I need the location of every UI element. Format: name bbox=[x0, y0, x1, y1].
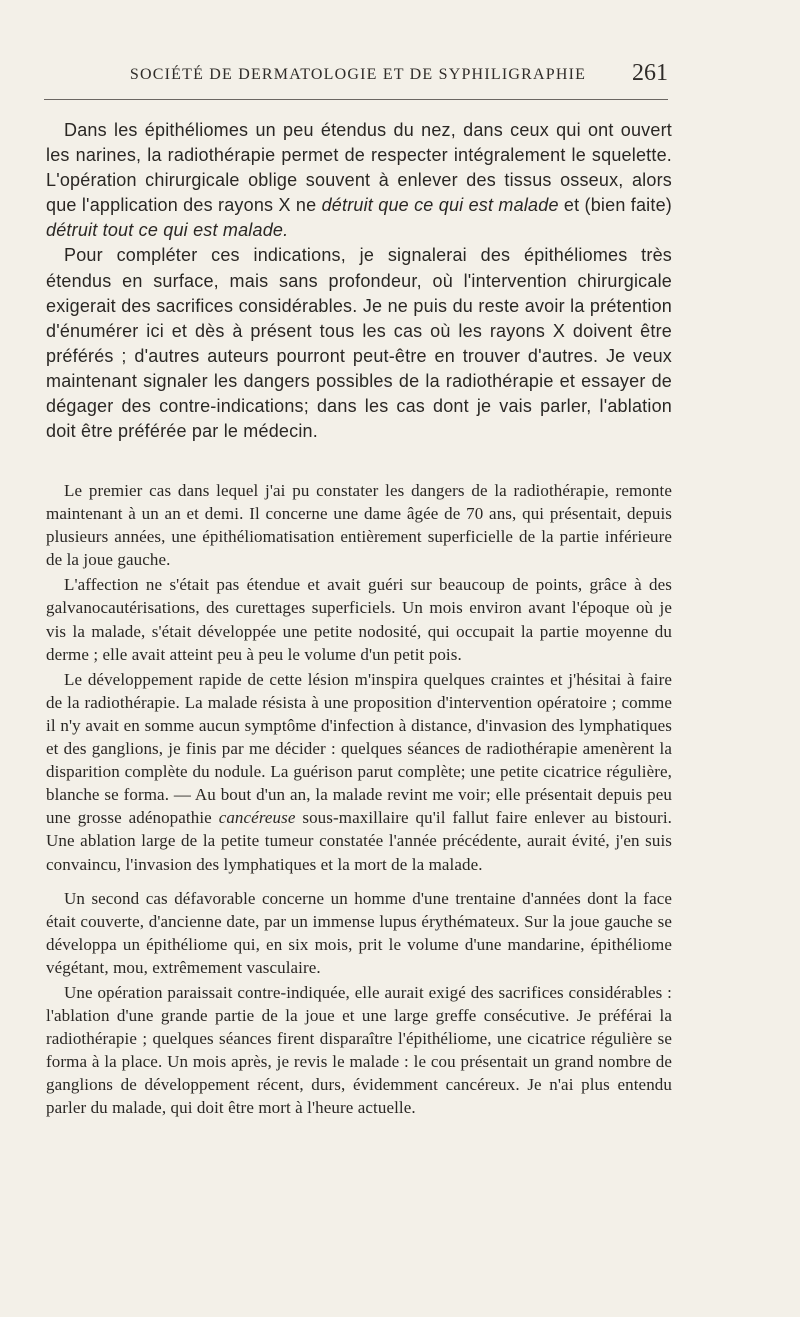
running-header bbox=[44, 60, 672, 90]
paragraph-1 bbox=[46, 118, 672, 243]
header-rule bbox=[44, 99, 668, 100]
paragraph-3: Le premier cas dans lequel j'ai pu constater les dangers de la radiothérapie, remonte maintenant à un an et demi. Il concerne une dame âgée de 70 ans, qui présentait, depuis plusieurs années, une épithéliomatisation entièrement superficielle de la partie inférieure de la joue gauche. bbox=[46, 481, 672, 570]
paragraph-6: Un second cas défavorable concerne un homme d'une trentaine d'années dont la face était couverte, d'ancienne date, par un immense lupus érythémateux. Sur la joue gauche se développa un épithéliome qui, en six mois, prit le volume d'une mandarine, épithéliome végétant, mou, extrêmement vasculaire. bbox=[46, 888, 672, 977]
paragraph-1-text-1: Dans les épithéliomes un peu étendus du nez, dans ceux qui ont ouvert les narines, la radiothérapie permet de respecter intégralement le squelette. L'opération chirurgicale oblige souvent à enlever des tissus osseux, alors que l'application des rayons X ne bbox=[46, 120, 672, 216]
paragraph-5-text-1: Le développement rapide de cette lésion m'inspira quelques craintes et j'hésitai à faire de la radiothérapie. La malade résista à une proposition d'intervention opératoire ; comme il n'y avait en somme aucun symptôme d'infection à distance, d'invasion des lymphatiques et des ganglions, je finis par me décider : quelques séances de radiothérapie amenèrent la disparition complète du nodule. La guérison parut complète; une petite cicatrice régulière, blanche se forma. — Au bout d'un an, la malade revint me voir; elle présentait depuis peu une grosse adénopathie bbox=[46, 669, 672, 828]
paragraph-5-emphasis: cancéreuse bbox=[218, 808, 296, 828]
small-type-block bbox=[46, 479, 672, 1120]
large-type-block bbox=[46, 118, 672, 444]
paragraph-2: Pour compléter ces indications, je signalerai des épithéliomes très étendus en surface, mais sans profondeur, où l'intervention chirurgicale exigerait des sacrifices considérables. Je ne puis du reste avoir la prétention d'énumérer ici et dès à présent tous les cas où les rayons X doivent être préférés ; d'autres auteurs pourront peut-être en trouver d'autres. Je veux maintenant signaler les dangers possibles de la radiothérapie et essayer de dégager des contre-indications; dans les cas dont je vais parler, l'ablation doit être préférée par le médecin. bbox=[46, 245, 672, 442]
paragraph-4: L'affection ne s'était pas étendue et avait guéri sur beaucoup de points, grâce à des galvanocautérisations, des curettages superficiels. Un mois environ avant l'époque où je vis la malade, s'était développée une petite nodosité, qui occupait la partie moyenne du derme ; elle avait atteint peu à peu le volume d'un petit pois. bbox=[46, 575, 672, 664]
paragraph-1-emphasis-1: détruit que ce qui est malade bbox=[321, 195, 559, 216]
paragraph-1-text-2: et (bien faite) bbox=[558, 195, 672, 216]
paragraph-1-emphasis-2: détruit tout ce qui est malade. bbox=[46, 220, 289, 241]
paragraph-5-text-2: sous-maxillaire qu'il fallut faire enlever au bistouri. Une ablation large de la petite tumeur constatée l'année précédente, aurait évité, j'en suis convaincu, l'invasion des lymphatiques et la mort de la malade. bbox=[46, 808, 672, 874]
journal-title: SOCIÉTÉ DE DERMATOLOGIE ET DE SYPHILIGRAPHIE bbox=[129, 66, 587, 83]
paragraph-5 bbox=[46, 668, 672, 876]
page-number: 261 bbox=[632, 60, 668, 86]
paragraph-7: Une opération paraissait contre-indiquée, elle aurait exigé des sacrifices considérables : l'ablation d'une grande partie de la joue et une large greffe consécutive. Je préférai la radiothérapie ; quelques séances firent disparaître l'épithéliome, une cicatrice régulière se forma à la place. Un mois après, je revis le malade : le cou présentait un grand nombre de ganglions de développement récent, durs, évidemment cancéreux. Je n'ai plus entendu parler du malade, qui doit être mort à l'heure actuelle. bbox=[46, 982, 672, 1118]
